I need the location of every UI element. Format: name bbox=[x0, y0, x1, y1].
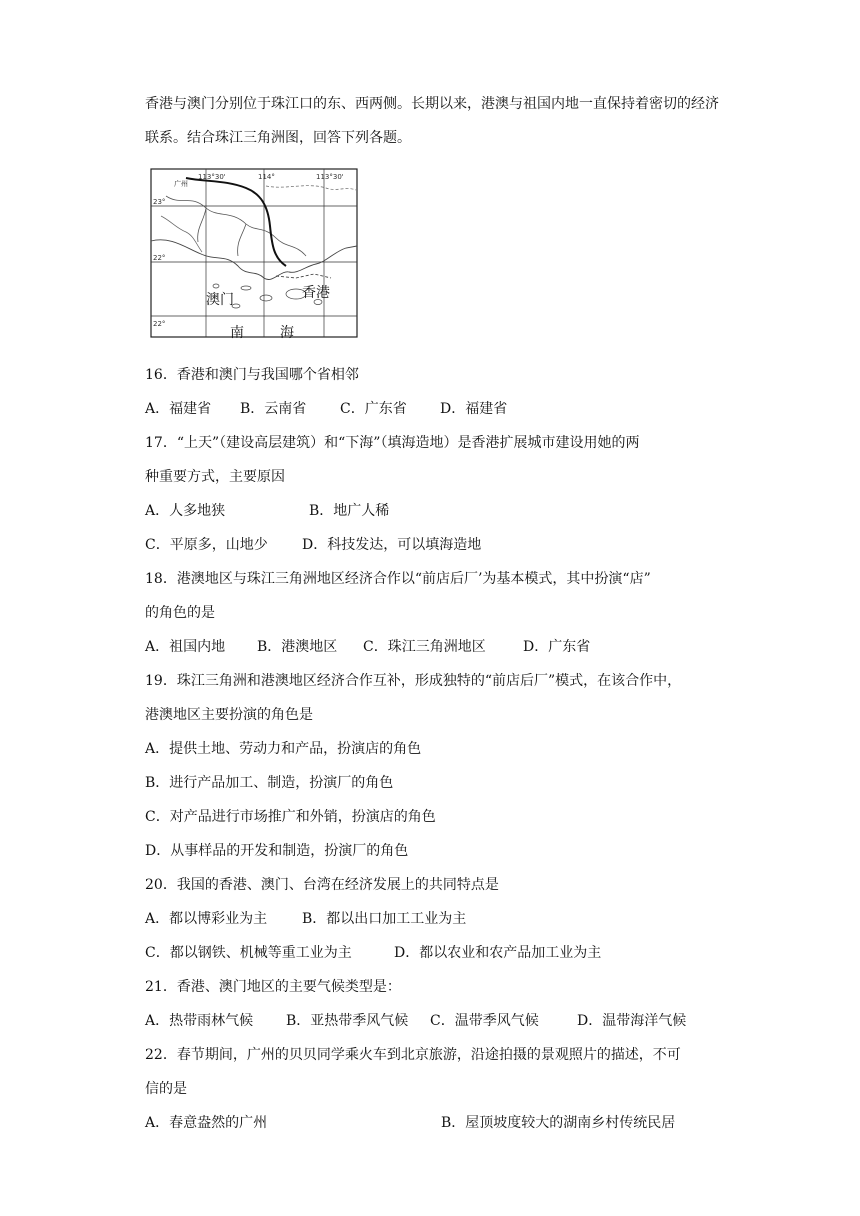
question-21-stem: 21．香港、澳门地区的主要气候类型是： bbox=[145, 979, 401, 995]
question-19-option-d[interactable]: D．从事样品的开发和制造，扮演厂的角色 bbox=[145, 843, 409, 859]
question-19-option-c[interactable]: C．对产品进行市场推广和外销，扮演店的角色 bbox=[145, 809, 436, 825]
lon-label-2: 114° bbox=[258, 173, 275, 181]
option-c[interactable]: C．广东省 bbox=[340, 401, 407, 417]
question-17-stem-line-1: 17．“上天”（建设高层建筑）和“下海”（填海造地）是香港扩展城市建设用她的两 bbox=[145, 435, 640, 451]
question-19-option-a[interactable]: A．提供土地、劳动力和产品，扮演店的角色 bbox=[145, 741, 422, 757]
question-18-stem-line-1: 18．港澳地区与珠江三角洲地区经济合作以“前店后厂’为基本模式，其中扮演“店” bbox=[145, 571, 651, 587]
option-a[interactable]: A．春意盎然的广州 bbox=[145, 1115, 268, 1131]
question-19-stem-line-1: 19．珠江三角洲和港澳地区经济合作互补，形成独特的“前店后厂”模式，在该合作中， bbox=[145, 673, 682, 689]
option-c[interactable]: C．平原多，山地少 bbox=[145, 537, 268, 553]
option-b[interactable]: B．亚热带季风气候 bbox=[286, 1013, 409, 1029]
option-b[interactable]: B．云南省 bbox=[240, 401, 307, 417]
lat-label-3: 22° bbox=[153, 320, 166, 328]
option-a[interactable]: A．都以博彩业为主 bbox=[145, 911, 268, 927]
map-label-guangzhou: 广州 bbox=[174, 180, 188, 188]
question-22-stem-line-2: 信的是 bbox=[145, 1081, 187, 1097]
lon-label-1: 113°30' bbox=[198, 173, 226, 181]
option-c[interactable]: C．温带季风气候 bbox=[430, 1013, 539, 1029]
option-c[interactable]: C．都以钢铁、机械等重工业为主 bbox=[145, 945, 352, 961]
option-d[interactable]: D．福建省 bbox=[440, 401, 508, 417]
option-b[interactable]: B．地广人稀 bbox=[309, 503, 390, 519]
pearl-river-delta-map bbox=[146, 166, 362, 342]
option-b[interactable]: B．都以出口加工工业为主 bbox=[302, 911, 467, 927]
question-20-stem: 20．我国的香港、澳门、台湾在经济发展上的共同特点是 bbox=[145, 877, 499, 893]
question-16-stem: 16．香港和澳门与我国哪个省相邻 bbox=[145, 367, 359, 383]
question-19-stem-line-2: 港澳地区主要扮演的角色是 bbox=[145, 707, 313, 723]
map-label-macau: 澳门 bbox=[206, 292, 234, 308]
intro-paragraph: 香港与澳门分别位于珠江口的东、西两侧。长期以来，港澳与祖国内地一直保持着密切的经济联系。结合珠江三角洲图，回答下列各题。 bbox=[145, 96, 719, 146]
option-a[interactable]: A．热带雨林气候 bbox=[145, 1013, 254, 1029]
lon-label-3: 113°30' bbox=[316, 173, 344, 181]
option-d[interactable]: D．广东省 bbox=[523, 639, 591, 655]
option-d[interactable]: D．温带海洋气候 bbox=[577, 1013, 687, 1029]
option-c[interactable]: C．珠江三角洲地区 bbox=[363, 639, 486, 655]
map-label-sea-2: 海 bbox=[280, 325, 294, 341]
question-19-option-b[interactable]: B．进行产品加工、制造，扮演厂的角色 bbox=[145, 775, 394, 791]
map-label-sea-1: 南 bbox=[230, 325, 244, 341]
option-b[interactable]: B．港澳地区 bbox=[257, 639, 338, 655]
option-a[interactable]: A．祖国内地 bbox=[145, 639, 226, 655]
question-18-stem-line-2: 的角色的是 bbox=[145, 605, 215, 621]
lat-label-1: 23° bbox=[153, 198, 166, 206]
map-label-hongkong: 香港 bbox=[302, 285, 330, 301]
option-a[interactable]: A．福建省 bbox=[145, 401, 212, 417]
option-d[interactable]: D．都以农业和农产品加工业为主 bbox=[394, 945, 602, 961]
question-22-stem-line-1: 22．春节期间，广州的贝贝同学乘火车到北京旅游，沿途拍摄的景观照片的描述，不可 bbox=[145, 1047, 681, 1063]
option-d[interactable]: D．科技发达，可以填海造地 bbox=[302, 537, 482, 553]
lat-label-2: 22° bbox=[153, 254, 166, 262]
option-a[interactable]: A．人多地狭 bbox=[145, 503, 226, 519]
question-17-stem-line-2: 种重要方式，主要原因 bbox=[145, 469, 285, 485]
option-b[interactable]: B．屋顶坡度较大的湖南乡村传统民居 bbox=[441, 1115, 676, 1131]
